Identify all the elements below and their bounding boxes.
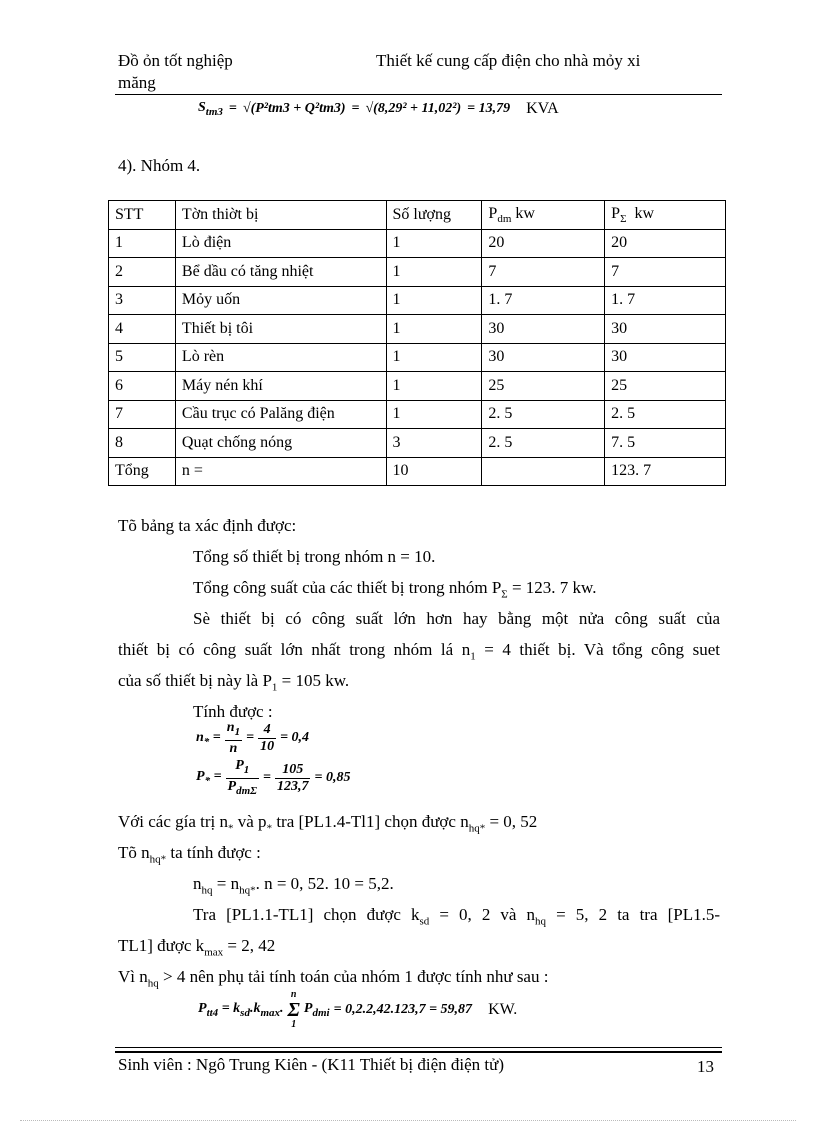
para-total-power: Tổng công suất của các thiết bị trong nhóm $P_\Sigma = 123$. 7 kw. bbox=[193, 578, 597, 601]
table-row: 3 Mỏy uốn 1 1. 7 1. 7 bbox=[109, 286, 726, 315]
formula-expr2: √(8,29² + 11,02²) bbox=[365, 101, 462, 116]
table-row: 1 Lò điện 1 20 20 bbox=[109, 229, 726, 258]
page-number: 13 bbox=[697, 1057, 714, 1076]
header-stt: STT bbox=[109, 201, 176, 230]
table-row: 2 Bể dầu có tăng nhiệt 1 7 7 bbox=[109, 258, 726, 287]
header-left bbox=[118, 50, 378, 94]
formula-lhs: $S_{tm3}$ bbox=[198, 100, 223, 118]
para-large-devices-3: của số thiết bị này là $P_1 = 105$ kw. bbox=[118, 671, 350, 694]
para-computed: Tính được : bbox=[193, 702, 273, 721]
para-load: Vì $n_{hq} > 4$ nên phụ tải tính toán của nhóm 1 được tính như sau : bbox=[118, 967, 549, 990]
formula-stm3: $S_{tm3}$ = √(P²tm3 + Q²tm3) = √(8,29² + 11,02²) = 13,79 KVA bbox=[198, 100, 559, 118]
para-from-nhq: Tõ $n_{hq*}$ ta tính được : bbox=[118, 843, 261, 866]
table-row: 4 Thiết bị tôi 1 30 30 bbox=[109, 315, 726, 344]
footer-rule-thick bbox=[115, 1051, 722, 1053]
para-nhq: $n_{hq} = n_{hq*}$. n = 0, 52. 10 = 5,2. bbox=[193, 874, 394, 897]
table-header-row bbox=[109, 201, 726, 230]
section-title: 4). Nhóm 4. bbox=[118, 156, 201, 175]
header-qty: Số lượng bbox=[386, 201, 482, 230]
para-large-devices: Sè thiết bị có công suất lớn hơn hay bằng một nửa công suất của bbox=[193, 609, 720, 628]
footer-student: Sinh viên : Ngô Trung Kiên - (K11 Thiết bị điện điện tử) bbox=[118, 1055, 505, 1074]
header-psum: $P_\Sigma$ kw bbox=[605, 201, 726, 230]
header-left-continuation: măng bbox=[118, 73, 156, 92]
header-pdm: $P_{dm}$ kw bbox=[482, 201, 605, 230]
footer-rule-thin bbox=[115, 1047, 722, 1048]
formula-unit: KVA bbox=[526, 100, 559, 117]
header-right: Thiết kế cung cấp điện cho nhà mỏy xi bbox=[376, 51, 641, 70]
table-row: 6 Máy nén khí 1 25 25 bbox=[109, 372, 726, 401]
table-row: 8 Quạt chống nóng 3 2. 5 7. 5 bbox=[109, 429, 726, 458]
equipment-table bbox=[108, 200, 726, 486]
header-left-title: Đồ ỏn tốt nghiệp bbox=[118, 51, 233, 70]
formula-expr1: √(P²tm3 + Q²tm3) bbox=[242, 101, 346, 116]
para-intro: Tõ bảng ta xác định được: bbox=[118, 516, 297, 535]
para-total-devices: Tổng số thiết bị trong nhóm n = 10. bbox=[193, 547, 436, 566]
page-bottom-divider bbox=[20, 1120, 796, 1121]
equation-ptt: $P_{tt4} = k_{sd}.k_{max}$. n Σ 1 $P_{dmi}$ = 0,2.2,42.123,7 = 59,87 KW. bbox=[198, 989, 518, 1030]
para-values: Với các gía trị $n_*$ và $p_*$ tra [PL1.4-Tl1] chọn được $n_{hq*} = 0$, 52 bbox=[118, 812, 538, 835]
header-name: Tờn thiờt bị bbox=[175, 201, 386, 230]
para-ksd: Tra [PL1.1-TL1] chọn được $k_{sd} = 0$, 2 và $n_{hq} = 5$, 2 ta tra [PL1.5- bbox=[193, 905, 720, 928]
table-row: 5 Lò rèn 1 30 30 bbox=[109, 343, 726, 372]
equation-p-star: $P_*$ = $\frac{P_1}{P_{dm\Sigma}}$ = $\frac{105}{123,7}$ = 0,85 bbox=[196, 758, 351, 797]
equation-n-star: $n_*$ = $\frac{n_1}{n}$ = $\frac{4}{10}$ = 0,4 bbox=[196, 720, 310, 756]
para-large-devices-2: thiết bị có công suất lớn nhất trong nhóm lá $n_1 = 4$ thiết bị. Và tổng công suet bbox=[118, 640, 720, 663]
para-kmax: TL1] được $k_{max} = 2$, 42 bbox=[118, 936, 276, 959]
formula-result: = 13,79 bbox=[467, 101, 511, 116]
header-rule bbox=[115, 94, 722, 95]
table-total-row: Tổng n = 10 123. 7 bbox=[109, 457, 726, 486]
table-row: 7 Cầu trục có Palăng điện 1 2. 5 2. 5 bbox=[109, 400, 726, 429]
